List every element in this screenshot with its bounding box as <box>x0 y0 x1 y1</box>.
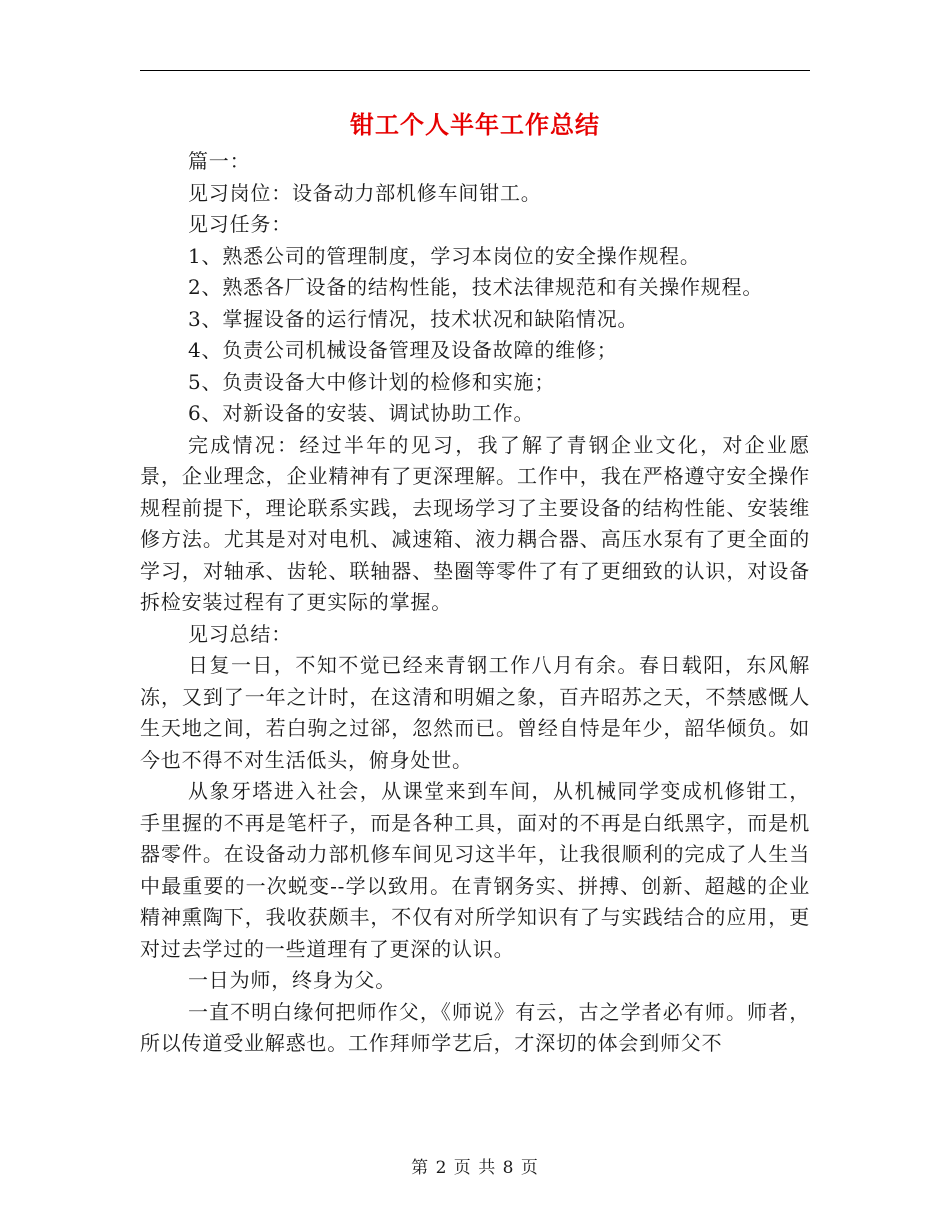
paragraph: 一直不明白缘何把师作父，《师说》有云，古之学者必有师。师者，所以传道受业解惑也。工作拜师学艺后，才深切的体会到师父不 <box>140 999 810 1055</box>
list-item: 1、熟悉公司的管理制度，学习本岗位的安全操作规程。 <box>188 243 701 268</box>
list-item: 2、熟悉各厂设备的结构性能，技术法律规范和有关操作规程。 <box>188 275 764 299</box>
document-body <box>140 146 810 1060</box>
document-title: 钳工个人半年工作总结 <box>350 110 600 139</box>
paragraph: 一日为师，终身为父。 <box>188 968 396 992</box>
list-item: 3、掌握设备的运行情况，技术状况和缺陷情况。 <box>188 306 639 331</box>
header-rule <box>140 70 810 71</box>
paragraph: 完成情况：经过半年的见习，我了解了青钢企业文化，对企业愿景，企业理念，企业精神有了更深理解。工作中，我在严格遵守安全操作规程前提下，理论联系实践，去现场学习了主要设备的结构性能、安装维修方法。尤其是对对电机、减速箱、液力耦合器、高压水泵有了更全面的学习，对轴承、齿轮、联轴器、垫圈等零件了有了更细致的认识，对设备拆检安装过程有了更实际的掌握。 <box>140 432 810 614</box>
paragraph: 见习任务： <box>188 212 292 236</box>
page-number: 第 2 页 共 8 页 <box>411 1158 539 1178</box>
list-item: 4、负责公司机械设备管理及设备故障的维修； <box>188 338 618 362</box>
paragraph: 从象牙塔进入社会，从课堂来到车间，从机械同学变成机修钳工，手里握的不再是笔杆子，而是各种工具，面对的不再是白纸黑字，而是机器零件。在设备动力部机修车间见习这半年，让我很顺利的完成了人生当中最重要的一次蜕变--学以致用。在青钢务实、拼搏、创新、超越的企业精神熏陶下，我收获颇丰，不仅有对所学知识有了与实践结合的应用，更对过去学过的一些道理有了更深的认识。 <box>140 779 810 961</box>
paragraph: 篇一： <box>188 149 251 173</box>
list-item: 6、对新设备的安装、调试协助工作。 <box>188 401 535 425</box>
list-item: 5、负责设备大中修计划的检修和实施； <box>188 369 556 394</box>
paragraph: 见习岗位：设备动力部机修车间钳工。 <box>188 180 542 205</box>
paragraph: 日复一日，不知不觉已经来青钢工作八月有余。春日载阳，东风解冻，又到了一年之计时，在这清和明媚之象，百卉昭苏之天，不禁感慨人生天地之间，若白驹之过郤，忽然而已。曾经自恃是年少，韶华倾负。如今也不得不对生活低头，俯身处世。 <box>140 653 810 772</box>
paragraph: 见习总结： <box>188 621 292 646</box>
